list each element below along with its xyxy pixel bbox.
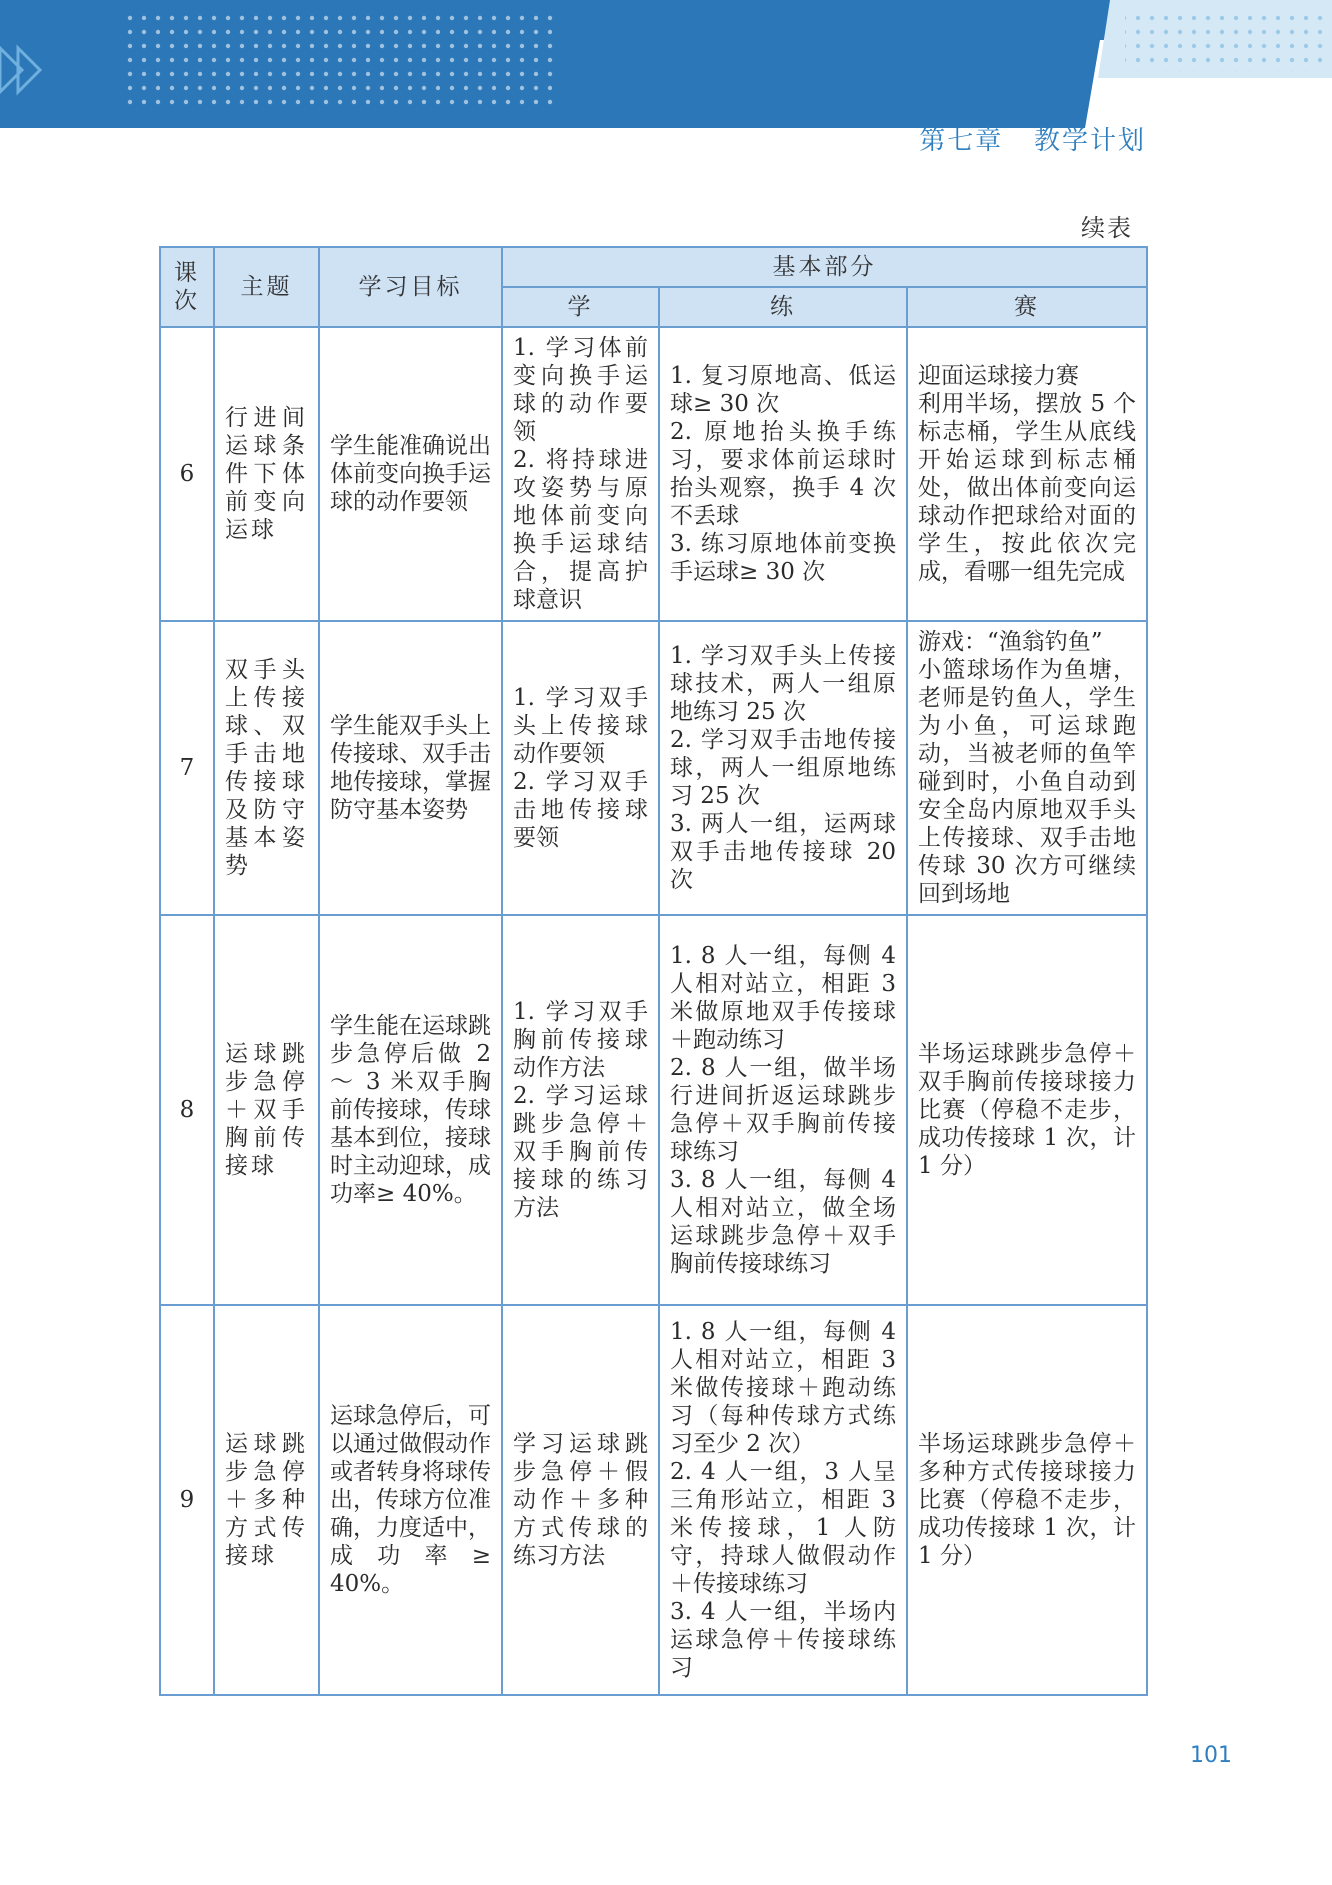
game-cell: 半场运球跳步急停＋双手胸前传接球接力比赛（停稳不走步，成功传接球 1 次，计 1 分） — [907, 915, 1147, 1305]
chapter-title: 第七章 教学计划 — [919, 126, 1146, 156]
page-number: 101 — [1190, 1743, 1232, 1768]
header-practice: 练 — [659, 287, 907, 327]
learn-cell: 学习运球跳步急停＋假动作＋多种方式传球的练习方法 — [502, 1305, 659, 1695]
lesson-number: 7 — [160, 621, 214, 915]
learn-cell: 1. 学习双手头上传接球动作要领 2. 学习双手击地传接球要领 — [502, 621, 659, 915]
game-cell: 游戏：“渔翁钓鱼” 小篮球场作为鱼塘，老师是钓鱼人，学生为小鱼，可运球跑动，当被老师的鱼竿碰到时，小鱼自动到安全岛内原地双手头上传接球、双手击地传球 30 次方可继续回到场地 — [907, 621, 1147, 915]
header-game: 赛 — [907, 287, 1147, 327]
learn-cell: 1. 学习体前变向换手运球的动作要领 2. 将持球进攻姿势与原地体前变向换手运球结合，提高护球意识 — [502, 327, 659, 621]
topic-cell: 双手头上传接球、双手击地传接球及防守基本姿势 — [214, 621, 319, 915]
topic-cell: 运球跳步急停＋双手胸前传接球 — [214, 915, 319, 1305]
header-topic: 主题 — [214, 247, 319, 327]
lesson-number: 6 — [160, 327, 214, 621]
header-learn: 学 — [502, 287, 659, 327]
learn-cell: 1. 学习双手胸前传接球动作方法 2. 学习运球跳步急停＋双手胸前传接球的练习方法 — [502, 915, 659, 1305]
table-row — [160, 621, 1147, 915]
practice-cell: 1. 学习双手头上传接球技术，两人一组原地练习 25 次 2. 学习双手击地传接球，两人一组原地练习 25 次 3. 两人一组，运两球双手击地传接球 20 次 — [659, 621, 907, 915]
practice-cell: 1. 复习原地高、低运球≥ 30 次 2. 原地抬头换手练习，要求体前运球时抬头观察，换手 4 次不丢球 3. 练习原地体前变换手运球≥ 30 次 — [659, 327, 907, 621]
banner-graphic — [0, 0, 1332, 128]
lesson-plan-table — [159, 246, 1148, 1696]
table-row — [160, 915, 1147, 1305]
topic-cell: 行进间运球条件下体前变向运球 — [214, 327, 319, 621]
goal-cell: 学生能在运球跳步急停后做 2 ～ 3 米双手胸前传接球，传球基本到位，接球时主动迎球，成功率≥ 40%。 — [319, 915, 502, 1305]
practice-cell: 1. 8 人一组，每侧 4 人相对站立，相距 3 米做传接球＋跑动练习（每种传球方式练习至少 2 次） 2. 4 人一组，3 人呈三角形站立，相距 3 米传接球，1 人防守，持球人做假动作＋传接球练习 3. 4 人一组，半场内运球急停＋传接球练习 — [659, 1305, 907, 1695]
topic-cell: 运球跳步急停＋多种方式传接球 — [214, 1305, 319, 1695]
practice-cell: 1. 8 人一组，每侧 4 人相对站立，相距 3 米做原地双手传接球＋跑动练习 2. 8 人一组，做半场行进间折返运球跳步急停＋双手胸前传接球练习 3. 8 人一组，每侧 4 人相对站立，做全场运球跳步急停＋双手胸前传接球练习 — [659, 915, 907, 1305]
header-goal: 学习目标 — [319, 247, 502, 327]
goal-cell: 学生能双手头上传接球、双手击地传接球，掌握防守基本姿势 — [319, 621, 502, 915]
goal-cell: 学生能准确说出体前变向换手运球的动作要领 — [319, 327, 502, 621]
lesson-number: 8 — [160, 915, 214, 1305]
continued-label: 续表 — [1081, 214, 1133, 242]
game-cell: 半场运球跳步急停＋多种方式传接球接力比赛（停稳不走步，成功传接球 1 次，计 1 分） — [907, 1305, 1147, 1695]
header-banner — [0, 0, 1332, 128]
table-row — [160, 327, 1147, 621]
table-row — [160, 1305, 1147, 1695]
header-lesson: 课次 — [160, 247, 214, 327]
goal-cell: 运球急停后，可以通过做假动作或者转身将球传出，传球方位准确，力度适中，成功率≥ 40%。 — [319, 1305, 502, 1695]
header-basic-part: 基本部分 — [502, 247, 1147, 287]
game-cell: 迎面运球接力赛 利用半场，摆放 5 个标志桶，学生从底线开始运球到标志桶处，做出体前变向运球动作把球给对面的学生，按此依次完成，看哪一组先完成 — [907, 327, 1147, 621]
lesson-number: 9 — [160, 1305, 214, 1695]
